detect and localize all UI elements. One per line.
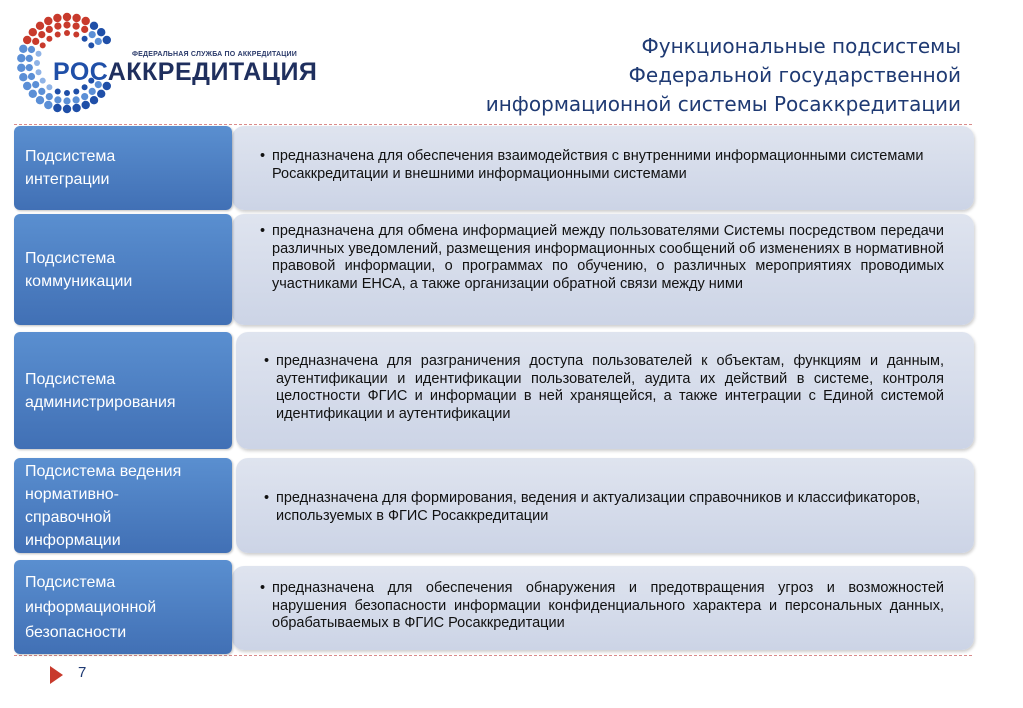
subsystem-label-line: администрирования <box>25 393 176 411</box>
subsystem-description-box <box>236 458 974 553</box>
subsystem-description-box <box>232 126 974 210</box>
subsystem-label <box>14 126 232 210</box>
subsystem-description: • предназначена для обеспечения обнаружения и предотвращения угроз и возможностей нарушения безопасности информации конфиденциального характера и персональных данных, обрабатываемых в ФГИС Росаккредитации <box>262 580 944 633</box>
page-number: 7 <box>78 664 87 681</box>
subsystem-label-line: Подсистема <box>25 148 116 165</box>
subsystem-label-line: Подсистема ведения <box>25 462 182 480</box>
logo-name-prefix: РОС <box>53 58 108 86</box>
title-line-3: информационной системы Росаккредитации <box>485 92 961 116</box>
subsystem-label-line: справочной <box>25 508 112 526</box>
subsystem-label-line: информации <box>25 531 121 549</box>
subsystem-label-line: Подсистема <box>25 573 116 591</box>
subsystem-row <box>14 458 974 553</box>
bottom-separator <box>14 655 972 656</box>
subsystem-row <box>14 332 974 449</box>
title-line-2: Федеральной государственной <box>628 63 961 87</box>
subsystem-row <box>14 126 974 210</box>
subsystem-label-line: нормативно- <box>25 485 120 503</box>
subsystem-label-line: Подсистема <box>25 370 116 388</box>
subsystem-description: • предназначена для разграничения доступа пользователей к объектам, функциям и данным, аутентификации и идентификации пользователей, аудита их действий в системе, контроля целостности ФГИС и информации в ней хранящейся, а также интеграции с Единой системой идентификации и аутентификации <box>266 353 944 423</box>
subsystem-description-box <box>232 566 974 650</box>
subsystem-label <box>14 560 232 654</box>
play-triangle-icon <box>50 666 63 684</box>
subsystem-label <box>14 458 232 553</box>
logo-name-suffix: АККРЕДИТАЦИЯ <box>107 58 318 86</box>
subsystem-description: • предназначена для формирования, ведения и актуализации справочников и классификаторов, используемых в ФГИС Росаккредитации <box>266 490 944 525</box>
top-separator <box>14 124 972 125</box>
subsystem-label-line: интеграции <box>25 171 110 188</box>
subsystem-label <box>14 332 232 449</box>
subsystem-label-line: коммуникации <box>25 272 133 290</box>
subsystem-description-box <box>236 332 974 449</box>
subsystem-label-line: информационной <box>25 598 157 616</box>
subsystem-label-line: безопасности <box>25 623 127 641</box>
page-title <box>441 32 961 119</box>
subsystem-description: • предназначена для обмена информацией между пользователями Системы посредством передачи различных уведомлений, размещения информационных сообщений об изменениях в нормативной правовой информации, о программах по обучению, о различных мероприятиях проводимых участниками ЕНСА, а также организации обратной связи между ними <box>262 223 944 293</box>
subsystem-label <box>14 214 232 325</box>
subsystem-description-box <box>232 214 974 325</box>
logo-subtitle: ФЕДЕРАЛЬНАЯ СЛУЖБА ПО АККРЕДИТАЦИИ <box>132 51 298 58</box>
subsystem-row <box>14 560 974 654</box>
subsystem-row <box>14 214 974 325</box>
rosaccreditation-logo <box>14 8 318 118</box>
subsystem-description: • предназначена для обеспечения взаимодействия с внутренними информационными системами Росаккредитации и внешними информационными системами <box>262 148 944 183</box>
logo-name <box>53 58 317 87</box>
subsystem-label-line: Подсистема <box>25 249 116 267</box>
title-line-1: Функциональные подсистемы <box>641 34 961 58</box>
